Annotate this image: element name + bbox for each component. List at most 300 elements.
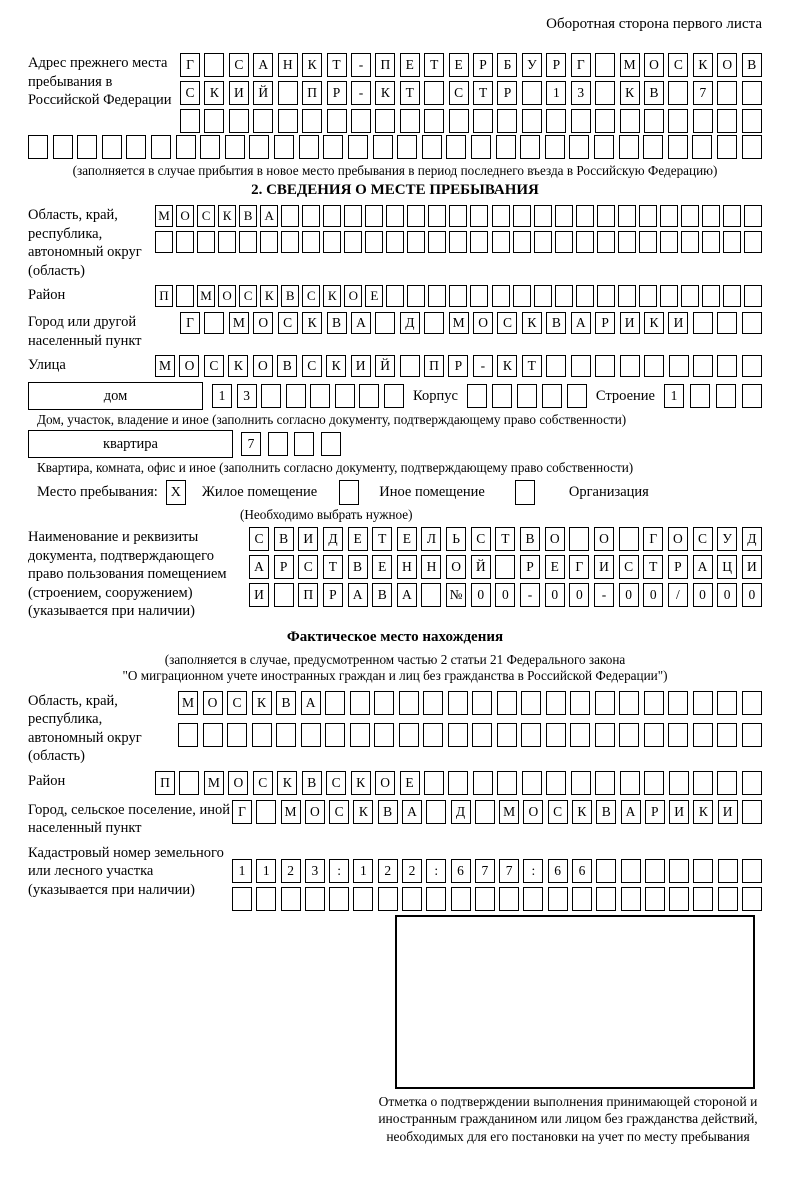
char-cell[interactable]: О: [668, 527, 688, 551]
char-cell[interactable]: [423, 691, 443, 715]
char-cell[interactable]: [305, 887, 325, 911]
char-cell[interactable]: С: [326, 771, 346, 795]
char-cell[interactable]: [278, 81, 298, 105]
char-cell[interactable]: [227, 723, 247, 747]
char-cell[interactable]: О: [523, 800, 543, 824]
char-cell[interactable]: К: [351, 771, 371, 795]
char-cell[interactable]: [301, 723, 321, 747]
char-cell[interactable]: А: [249, 555, 269, 579]
char-cell[interactable]: [323, 205, 341, 227]
char-cell[interactable]: М: [178, 691, 198, 715]
char-cell[interactable]: К: [252, 691, 272, 715]
char-cell[interactable]: [197, 231, 215, 253]
char-cell[interactable]: [569, 135, 589, 159]
char-cell[interactable]: А: [397, 583, 417, 607]
char-cell[interactable]: [595, 109, 615, 133]
char-cell[interactable]: [386, 205, 404, 227]
char-cell[interactable]: [497, 691, 517, 715]
char-cell[interactable]: С: [548, 800, 568, 824]
char-cell[interactable]: О: [228, 771, 248, 795]
char-cell[interactable]: К: [302, 53, 322, 77]
char-cell[interactable]: Ь: [446, 527, 466, 551]
char-cell[interactable]: [555, 205, 573, 227]
char-cell[interactable]: [351, 109, 371, 133]
char-cell[interactable]: [717, 355, 737, 377]
char-cell[interactable]: С: [329, 800, 349, 824]
char-cell[interactable]: К: [204, 81, 224, 105]
char-cell[interactable]: И: [594, 555, 614, 579]
char-cell[interactable]: [472, 723, 492, 747]
char-cell[interactable]: [555, 285, 573, 307]
char-cell[interactable]: [126, 135, 146, 159]
char-cell[interactable]: 1: [212, 384, 232, 408]
char-cell[interactable]: С: [619, 555, 639, 579]
char-cell[interactable]: [302, 231, 320, 253]
char-cell[interactable]: -: [351, 53, 371, 77]
char-cell[interactable]: [281, 231, 299, 253]
char-cell[interactable]: Р: [497, 81, 517, 105]
char-cell[interactable]: М: [499, 800, 519, 824]
char-cell[interactable]: [546, 723, 566, 747]
char-cell[interactable]: :: [426, 859, 446, 883]
char-cell[interactable]: [702, 231, 720, 253]
char-cell[interactable]: 6: [548, 859, 568, 883]
char-cell[interactable]: Б: [497, 53, 517, 77]
char-cell[interactable]: [643, 135, 663, 159]
char-cell[interactable]: [281, 887, 301, 911]
char-cell[interactable]: [325, 723, 345, 747]
char-cell[interactable]: [497, 771, 517, 795]
checkbox-org[interactable]: [515, 480, 535, 505]
char-cell[interactable]: [203, 723, 223, 747]
char-cell[interactable]: [595, 691, 615, 715]
char-cell[interactable]: [513, 231, 531, 253]
char-cell[interactable]: [176, 231, 194, 253]
char-cell[interactable]: В: [274, 527, 294, 551]
char-cell[interactable]: И: [620, 312, 640, 334]
char-cell[interactable]: О: [545, 527, 565, 551]
char-cell[interactable]: [353, 887, 373, 911]
char-cell[interactable]: [348, 135, 368, 159]
char-cell[interactable]: Е: [365, 285, 383, 307]
char-cell[interactable]: И: [249, 583, 269, 607]
char-cell[interactable]: [386, 231, 404, 253]
char-cell[interactable]: [517, 384, 537, 408]
char-cell[interactable]: М: [197, 285, 215, 307]
char-cell[interactable]: [693, 109, 713, 133]
char-cell[interactable]: [426, 887, 446, 911]
char-cell[interactable]: Р: [595, 312, 615, 334]
char-cell[interactable]: [179, 771, 199, 795]
char-cell[interactable]: [407, 231, 425, 253]
char-cell[interactable]: [470, 205, 488, 227]
char-cell[interactable]: [668, 135, 688, 159]
char-cell[interactable]: М: [204, 771, 224, 795]
char-cell[interactable]: [449, 205, 467, 227]
char-cell[interactable]: [742, 109, 762, 133]
char-cell[interactable]: К: [323, 285, 341, 307]
char-cell[interactable]: А: [351, 312, 371, 334]
char-cell[interactable]: [386, 285, 404, 307]
char-cell[interactable]: О: [717, 53, 737, 77]
char-cell[interactable]: О: [253, 355, 273, 377]
char-cell[interactable]: 0: [693, 583, 713, 607]
char-cell[interactable]: Г: [569, 555, 589, 579]
char-cell[interactable]: [281, 205, 299, 227]
char-cell[interactable]: Д: [742, 527, 762, 551]
char-cell[interactable]: Р: [645, 800, 665, 824]
char-cell[interactable]: Г: [643, 527, 663, 551]
char-cell[interactable]: Г: [571, 53, 591, 77]
char-cell[interactable]: [572, 887, 592, 911]
char-cell[interactable]: [669, 859, 689, 883]
char-cell[interactable]: [407, 285, 425, 307]
char-cell[interactable]: [77, 135, 97, 159]
char-cell[interactable]: [523, 887, 543, 911]
char-cell[interactable]: М: [155, 355, 175, 377]
char-cell[interactable]: [229, 109, 249, 133]
char-cell[interactable]: [350, 691, 370, 715]
char-cell[interactable]: [668, 81, 688, 105]
char-cell[interactable]: [693, 887, 713, 911]
char-cell[interactable]: Т: [400, 81, 420, 105]
char-cell[interactable]: [744, 205, 762, 227]
char-cell[interactable]: [256, 887, 276, 911]
char-cell[interactable]: 1: [664, 384, 684, 408]
char-cell[interactable]: О: [446, 555, 466, 579]
char-cell[interactable]: [522, 109, 542, 133]
char-cell[interactable]: [644, 691, 664, 715]
char-cell[interactable]: [513, 205, 531, 227]
char-cell[interactable]: [723, 285, 741, 307]
char-cell[interactable]: С: [693, 527, 713, 551]
char-cell[interactable]: [669, 771, 689, 795]
char-cell[interactable]: [204, 53, 224, 77]
char-cell[interactable]: [492, 285, 510, 307]
char-cell[interactable]: К: [353, 800, 373, 824]
char-cell[interactable]: Е: [400, 53, 420, 77]
char-cell[interactable]: [397, 135, 417, 159]
char-cell[interactable]: [702, 205, 720, 227]
char-cell[interactable]: [644, 771, 664, 795]
char-cell[interactable]: Р: [448, 355, 468, 377]
char-cell[interactable]: И: [298, 527, 318, 551]
char-cell[interactable]: Е: [400, 771, 420, 795]
char-cell[interactable]: [621, 859, 641, 883]
char-cell[interactable]: [596, 887, 616, 911]
char-cell[interactable]: [449, 231, 467, 253]
char-cell[interactable]: [660, 285, 678, 307]
char-cell[interactable]: -: [473, 355, 493, 377]
char-cell[interactable]: [690, 384, 710, 408]
char-cell[interactable]: С: [253, 771, 273, 795]
char-cell[interactable]: 1: [353, 859, 373, 883]
char-cell[interactable]: [597, 231, 615, 253]
char-cell[interactable]: Р: [323, 583, 343, 607]
char-cell[interactable]: -: [520, 583, 540, 607]
char-cell[interactable]: 7: [499, 859, 519, 883]
char-cell[interactable]: :: [523, 859, 543, 883]
char-cell[interactable]: И: [669, 800, 689, 824]
char-cell[interactable]: [571, 109, 591, 133]
char-cell[interactable]: [151, 135, 171, 159]
char-cell[interactable]: [428, 231, 446, 253]
char-cell[interactable]: 0: [471, 583, 491, 607]
char-cell[interactable]: [542, 384, 562, 408]
char-cell[interactable]: [668, 109, 688, 133]
char-cell[interactable]: [668, 691, 688, 715]
char-cell[interactable]: К: [228, 355, 248, 377]
char-cell[interactable]: В: [742, 53, 762, 77]
char-cell[interactable]: [424, 81, 444, 105]
char-cell[interactable]: Р: [274, 555, 294, 579]
char-cell[interactable]: №: [446, 583, 466, 607]
char-cell[interactable]: [522, 81, 542, 105]
char-cell[interactable]: [742, 135, 762, 159]
char-cell[interactable]: О: [594, 527, 614, 551]
char-cell[interactable]: [472, 691, 492, 715]
char-cell[interactable]: [619, 723, 639, 747]
char-cell[interactable]: В: [546, 312, 566, 334]
char-cell[interactable]: Т: [643, 555, 663, 579]
char-cell[interactable]: [742, 800, 762, 824]
char-cell[interactable]: [596, 859, 616, 883]
char-cell[interactable]: [702, 285, 720, 307]
char-cell[interactable]: [451, 887, 471, 911]
char-cell[interactable]: С: [471, 527, 491, 551]
char-cell[interactable]: Ц: [717, 555, 737, 579]
char-cell[interactable]: [399, 691, 419, 715]
char-cell[interactable]: [178, 723, 198, 747]
char-cell[interactable]: 0: [619, 583, 639, 607]
char-cell[interactable]: [495, 555, 515, 579]
char-cell[interactable]: И: [742, 555, 762, 579]
char-cell[interactable]: [619, 135, 639, 159]
char-cell[interactable]: [446, 135, 466, 159]
char-cell[interactable]: [742, 859, 762, 883]
char-cell[interactable]: Р: [668, 555, 688, 579]
char-cell[interactable]: [375, 109, 395, 133]
char-cell[interactable]: [470, 285, 488, 307]
char-cell[interactable]: Д: [400, 312, 420, 334]
char-cell[interactable]: [344, 231, 362, 253]
char-cell[interactable]: К: [572, 800, 592, 824]
char-cell[interactable]: [693, 771, 713, 795]
char-cell[interactable]: О: [218, 285, 236, 307]
char-cell[interactable]: Т: [522, 355, 542, 377]
char-cell[interactable]: [286, 384, 306, 408]
char-cell[interactable]: С: [497, 312, 517, 334]
char-cell[interactable]: 7: [475, 859, 495, 883]
char-cell[interactable]: Й: [471, 555, 491, 579]
char-cell[interactable]: [424, 312, 444, 334]
char-cell[interactable]: [261, 384, 281, 408]
char-cell[interactable]: Т: [327, 53, 347, 77]
char-cell[interactable]: [595, 81, 615, 105]
char-cell[interactable]: [325, 691, 345, 715]
char-cell[interactable]: К: [218, 205, 236, 227]
char-cell[interactable]: [402, 887, 422, 911]
char-cell[interactable]: [475, 887, 495, 911]
char-cell[interactable]: [424, 771, 444, 795]
char-cell[interactable]: А: [260, 205, 278, 227]
char-cell[interactable]: О: [253, 312, 273, 334]
char-cell[interactable]: Д: [451, 800, 471, 824]
char-cell[interactable]: -: [351, 81, 371, 105]
char-cell[interactable]: [513, 285, 531, 307]
char-cell[interactable]: [176, 135, 196, 159]
char-cell[interactable]: [693, 312, 713, 334]
char-cell[interactable]: [534, 285, 552, 307]
char-cell[interactable]: [225, 135, 245, 159]
char-cell[interactable]: [619, 691, 639, 715]
char-cell[interactable]: [422, 135, 442, 159]
char-cell[interactable]: [742, 81, 762, 105]
char-cell[interactable]: И: [718, 800, 738, 824]
char-cell[interactable]: В: [281, 285, 299, 307]
char-cell[interactable]: П: [424, 355, 444, 377]
char-cell[interactable]: [471, 135, 491, 159]
char-cell[interactable]: К: [260, 285, 278, 307]
char-cell[interactable]: [375, 312, 395, 334]
char-cell[interactable]: М: [620, 53, 640, 77]
char-cell[interactable]: С: [278, 312, 298, 334]
char-cell[interactable]: 2: [378, 859, 398, 883]
char-cell[interactable]: Т: [424, 53, 444, 77]
char-cell[interactable]: А: [301, 691, 321, 715]
char-cell[interactable]: [595, 53, 615, 77]
char-cell[interactable]: Е: [449, 53, 469, 77]
char-cell[interactable]: [449, 109, 469, 133]
char-cell[interactable]: [521, 723, 541, 747]
char-cell[interactable]: [302, 109, 322, 133]
char-cell[interactable]: К: [497, 355, 517, 377]
char-cell[interactable]: [567, 384, 587, 408]
char-cell[interactable]: М: [281, 800, 301, 824]
char-cell[interactable]: 0: [495, 583, 515, 607]
char-cell[interactable]: [546, 355, 566, 377]
char-cell[interactable]: [693, 355, 713, 377]
char-cell[interactable]: [692, 135, 712, 159]
char-cell[interactable]: С: [298, 555, 318, 579]
char-cell[interactable]: С: [229, 53, 249, 77]
char-cell[interactable]: С: [227, 691, 247, 715]
char-cell[interactable]: [717, 81, 737, 105]
char-cell[interactable]: О: [375, 771, 395, 795]
char-cell[interactable]: 0: [545, 583, 565, 607]
char-cell[interactable]: [681, 205, 699, 227]
char-cell[interactable]: [693, 859, 713, 883]
char-cell[interactable]: [365, 205, 383, 227]
char-cell[interactable]: [448, 691, 468, 715]
char-cell[interactable]: У: [717, 527, 737, 551]
char-cell[interactable]: К: [693, 53, 713, 77]
char-cell[interactable]: О: [344, 285, 362, 307]
char-cell[interactable]: А: [693, 555, 713, 579]
char-cell[interactable]: [28, 135, 48, 159]
char-cell[interactable]: [374, 723, 394, 747]
char-cell[interactable]: [576, 205, 594, 227]
char-cell[interactable]: 0: [569, 583, 589, 607]
char-cell[interactable]: [644, 723, 664, 747]
char-cell[interactable]: О: [473, 312, 493, 334]
char-cell[interactable]: [570, 723, 590, 747]
char-cell[interactable]: В: [596, 800, 616, 824]
char-cell[interactable]: С: [197, 205, 215, 227]
char-cell[interactable]: [742, 887, 762, 911]
char-cell[interactable]: М: [155, 205, 173, 227]
char-cell[interactable]: Г: [232, 800, 252, 824]
char-cell[interactable]: [426, 800, 446, 824]
char-cell[interactable]: Т: [372, 527, 392, 551]
char-cell[interactable]: [597, 285, 615, 307]
char-cell[interactable]: Е: [545, 555, 565, 579]
char-cell[interactable]: [274, 583, 294, 607]
char-cell[interactable]: [534, 205, 552, 227]
char-cell[interactable]: [723, 205, 741, 227]
char-cell[interactable]: [399, 723, 419, 747]
char-cell[interactable]: [475, 800, 495, 824]
char-cell[interactable]: 0: [717, 583, 737, 607]
char-cell[interactable]: [548, 887, 568, 911]
char-cell[interactable]: [378, 887, 398, 911]
char-cell[interactable]: 1: [546, 81, 566, 105]
char-cell[interactable]: [239, 231, 257, 253]
char-cell[interactable]: [521, 691, 541, 715]
char-cell[interactable]: [400, 355, 420, 377]
checkbox-inoe[interactable]: [339, 480, 359, 505]
char-cell[interactable]: /: [668, 583, 688, 607]
char-cell[interactable]: [428, 285, 446, 307]
char-cell[interactable]: [400, 109, 420, 133]
char-cell[interactable]: [496, 135, 516, 159]
char-cell[interactable]: В: [378, 800, 398, 824]
char-cell[interactable]: [499, 887, 519, 911]
char-cell[interactable]: 0: [643, 583, 663, 607]
char-cell[interactable]: [102, 135, 122, 159]
char-cell[interactable]: [620, 109, 640, 133]
char-cell[interactable]: О: [179, 355, 199, 377]
char-cell[interactable]: [668, 723, 688, 747]
char-cell[interactable]: [299, 135, 319, 159]
char-cell[interactable]: Р: [520, 555, 540, 579]
char-cell[interactable]: В: [276, 691, 296, 715]
char-cell[interactable]: [344, 205, 362, 227]
char-cell[interactable]: [597, 205, 615, 227]
char-cell[interactable]: [218, 231, 236, 253]
char-cell[interactable]: [310, 384, 330, 408]
char-cell[interactable]: [276, 723, 296, 747]
char-cell[interactable]: В: [372, 583, 392, 607]
char-cell[interactable]: П: [155, 285, 173, 307]
char-cell[interactable]: [545, 135, 565, 159]
char-cell[interactable]: К: [326, 355, 346, 377]
char-cell[interactable]: [449, 285, 467, 307]
char-cell[interactable]: [492, 205, 510, 227]
char-cell[interactable]: [176, 285, 194, 307]
char-cell[interactable]: Е: [397, 527, 417, 551]
char-cell[interactable]: [718, 887, 738, 911]
char-cell[interactable]: [681, 231, 699, 253]
char-cell[interactable]: 1: [256, 859, 276, 883]
char-cell[interactable]: П: [302, 81, 322, 105]
char-cell[interactable]: 2: [281, 859, 301, 883]
char-cell[interactable]: К: [620, 81, 640, 105]
char-cell[interactable]: [274, 135, 294, 159]
char-cell[interactable]: [520, 135, 540, 159]
char-cell[interactable]: К: [302, 312, 322, 334]
char-cell[interactable]: Г: [180, 312, 200, 334]
